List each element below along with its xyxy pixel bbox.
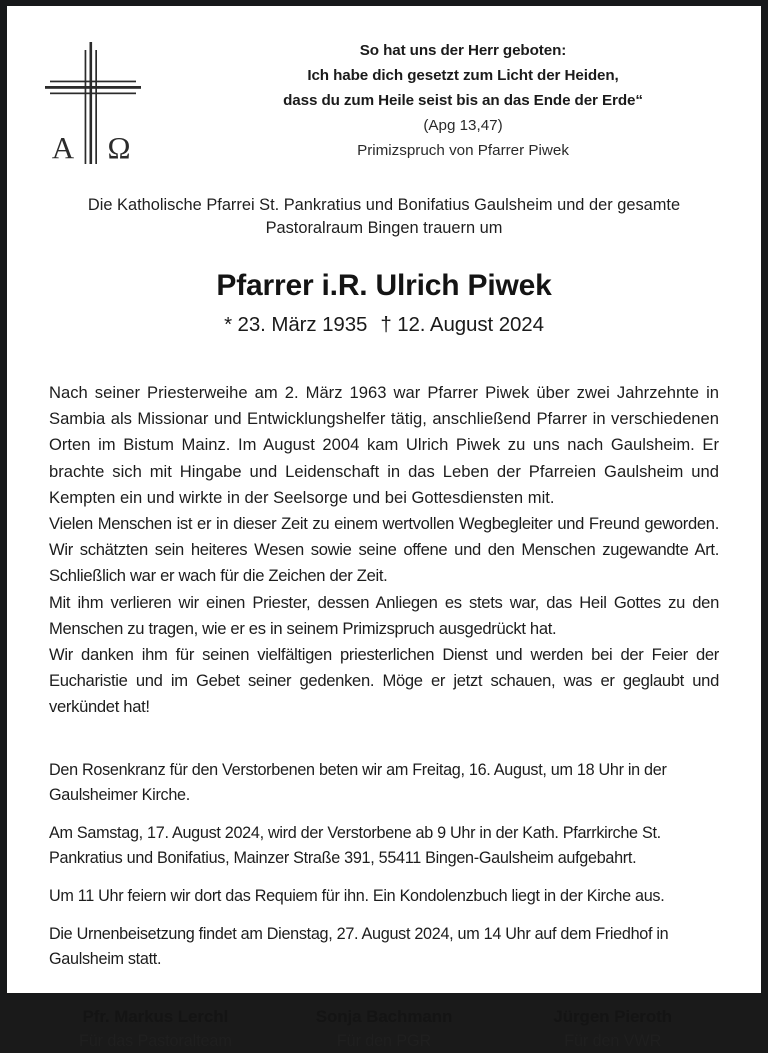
signatory-name: Pfr. Markus Lerchl [82, 1006, 229, 1026]
logo-area [45, 36, 195, 164]
body-paragraph: Mit ihm verlieren wir einen Priester, dessen Anliegen es stets war, das Heil Gottes zu den Menschen zu tragen, wie er es in seinem Primizspruch ausgedrückt hat. [49, 592, 719, 638]
detail-paragraph: Die Urnenbeisetzung findet am Dienstag, 27. August 2024, um 14 Uhr auf dem Friedhof in Gaulsheim statt. [49, 924, 669, 969]
signature-block [498, 1005, 727, 1053]
obituary-body [49, 380, 719, 721]
quote-reference: (Apg 13,47) [423, 117, 503, 134]
quote-line-3: dass du zum Heile seist bis an das Ende der Erde“ [283, 92, 643, 109]
signatory-name: Jürgen Pieroth [553, 1006, 672, 1026]
body-paragraph: Wir danken ihm für seinen vielfältigen priesterlichen Dienst und werden bei der Feier der Eucharistie und im Gebet seiner gedenken. Möge er jetzt schauen, was er geglaubt und verkündet hat! [49, 645, 719, 717]
service-details [49, 758, 719, 973]
quote-line-1: So hat uns der Herr geboten: [359, 42, 567, 59]
deceased-dates [7, 313, 761, 337]
signatory-role: Für den PGR [336, 1031, 432, 1050]
death-date: † 12. August 2024 [380, 313, 544, 336]
signature-block [41, 1005, 270, 1053]
signature-row [41, 1005, 727, 1053]
deceased-name: Pfarrer i.R. Ulrich Piwek [216, 269, 552, 302]
obituary-sheet [7, 6, 761, 1050]
cross-alpha-omega-icon [45, 42, 141, 164]
signatory-name: Sonja Bachmann [315, 1006, 453, 1026]
body-paragraph: Nach seiner Priesterweihe am 2. März 1963 war Pfarrer Piwek über zwei Jahrzehnte in Sambia als Missionar und Entwicklungshelfer tätig, anschließend Pfarrer in verschiedenen Orten im Bistum Mainz. Im August 2004 kam Ulrich Piwek zu uns nach Gaulsheim. Er brachte sich mit Hingabe und Leidenschaft in das Leben der Pfarreien Gaulsheim und Kempten ein und wirkte in der Seelsorge und bei Gottesdiensten mit. [49, 383, 719, 507]
omega-glyph: Ω [107, 130, 131, 165]
quote-attribution: Primizspruch von Pfarrer Piwek [357, 142, 569, 159]
parish-intro [51, 194, 717, 240]
detail-paragraph: Den Rosenkranz für den Verstorbenen beten wir am Freitag, 16. August, um 18 Uhr in der Gaulsheimer Kirche. [49, 760, 667, 805]
signatory-role: Für das Pastoralteam [78, 1031, 232, 1050]
parish-intro-line-1: Die Katholische Pfarrei St. Pankratius und Bonifatius Gaulsheim und der gesamte [87, 196, 681, 214]
detail-paragraph: Am Samstag, 17. August 2024, wird der Verstorbene ab 9 Uhr in der Kath. Pfarrkirche St. Pankratius und Bonifatius, Mainzer Straße 391, 55411 Bingen-Gaulsheim aufgebahrt. [49, 823, 661, 868]
birth-date: * 23. März 1935 [224, 313, 368, 336]
alpha-glyph: Α [51, 130, 75, 165]
detail-paragraph: Um 11 Uhr feiern wir dort das Requiem für ihn. Ein Kondolenzbuch liegt in der Kirche aus. [49, 887, 665, 906]
parish-intro-line-2: Pastoralraum Bingen trauern um [265, 219, 503, 237]
signature-block [270, 1005, 499, 1053]
primiz-quote [195, 36, 733, 163]
signatory-role: Für den VWR [564, 1031, 662, 1050]
body-paragraph: Vielen Menschen ist er in dieser Zeit zu einem wertvollen Wegbegleiter und Freund geworden. Wir schätzten sein heiteres Wesen sowie seine offene und den Menschen zugewandte Art. Schließlich war er wach für die Zeichen der Zeit. [49, 514, 719, 586]
header [7, 6, 761, 164]
quote-line-2: Ich habe dich gesetzt zum Licht der Heiden, [307, 67, 619, 84]
